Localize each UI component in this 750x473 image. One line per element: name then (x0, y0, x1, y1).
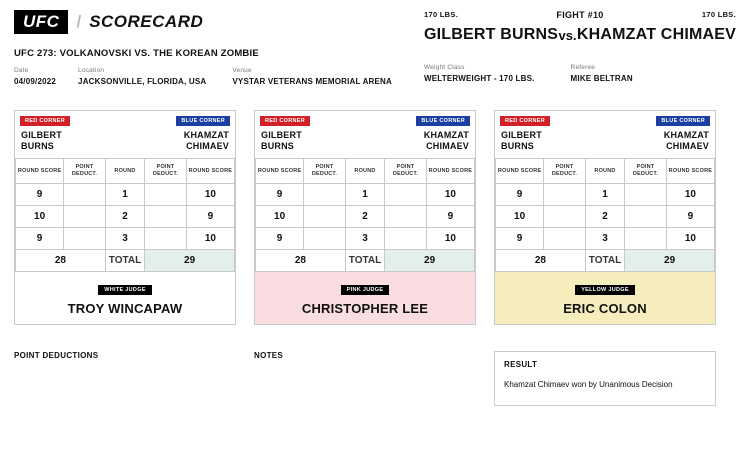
result-text: Khamzat Chimaev won by Unanimous Decision (504, 380, 673, 390)
referee-value: MIKE BELTRAN (570, 73, 633, 83)
round-number: 1 (585, 184, 624, 206)
blue-score: 9 (666, 206, 714, 228)
round-number: 1 (105, 184, 144, 206)
header-right (414, 10, 736, 86)
red-deduct (544, 228, 586, 250)
blue-deduct (625, 228, 667, 250)
weight-class-value: WELTERWEIGHT - 170 LBS. (424, 73, 535, 83)
corner-tags (255, 111, 475, 128)
score-table (495, 158, 715, 272)
red-score: 10 (496, 206, 544, 228)
result-box (494, 351, 716, 406)
judge-card (494, 110, 716, 325)
table-row (496, 206, 715, 228)
round-number: 2 (105, 206, 144, 228)
th-red-point-deduct: POINT DEDUCT. (64, 159, 106, 184)
red-score: 10 (256, 206, 304, 228)
th-round: ROUND (105, 159, 144, 184)
judge-name: TROY WINCAPAW (67, 301, 183, 317)
red-score: 9 (16, 228, 64, 250)
red-deduct (544, 206, 586, 228)
event-title: UFC 273: VOLKANOVSKI VS. THE KOREAN ZOMBIE (14, 47, 259, 59)
meta-date-value: 04/09/2022 (14, 76, 57, 86)
meta-venue (232, 67, 392, 86)
card-fighter-names (15, 128, 235, 159)
card-fighter-names (255, 128, 475, 159)
table-total-row (496, 250, 715, 272)
round-number: 3 (585, 228, 624, 250)
referee (571, 64, 633, 83)
blue-corner-tag: BLUE CORNER (176, 116, 230, 126)
score-table-header (16, 159, 235, 184)
red-corner-tag: RED CORNER (260, 116, 310, 126)
table-row (256, 184, 475, 206)
th-blue-round-score: ROUND SCORE (666, 159, 714, 184)
card-fighter-names (495, 128, 715, 159)
card-blue-first: KHAMZAT (423, 129, 469, 140)
table-row (256, 228, 475, 250)
th-round: ROUND (585, 159, 624, 184)
judge-card (254, 110, 476, 325)
th-blue-point-deduct: POINT DEDUCT. (385, 159, 427, 184)
page-header (0, 0, 750, 86)
table-total-row (16, 250, 235, 272)
round-number: 3 (105, 228, 144, 250)
corner-tags (495, 111, 715, 128)
blue-deduct (385, 228, 427, 250)
fighters-row (424, 26, 736, 44)
blue-weight-label: 170 LBS. (701, 10, 736, 19)
judge-band (15, 272, 235, 324)
result-section (494, 351, 716, 406)
th-red-round-score: ROUND SCORE (16, 159, 64, 184)
referee-label: Referee (570, 63, 596, 71)
blue-deduct (145, 228, 187, 250)
th-blue-round-score: ROUND SCORE (186, 159, 234, 184)
red-deduct (544, 184, 586, 206)
blue-corner-tag: BLUE CORNER (656, 116, 710, 126)
red-corner-tag: RED CORNER (500, 116, 550, 126)
score-table-header (256, 159, 475, 184)
blue-score: 10 (426, 228, 474, 250)
card-red-fighter (261, 130, 302, 153)
blue-total: 29 (385, 250, 475, 272)
meta-location-value: JACKSONVILLE, FLORIDA, USA (78, 76, 207, 86)
score-table (15, 158, 235, 272)
weight-class-label: Weight Class (424, 63, 465, 71)
red-score: 9 (256, 228, 304, 250)
red-deduct (64, 184, 106, 206)
card-red-first: GILBERT (261, 129, 302, 140)
card-blue-fighter (184, 130, 229, 153)
fight-details (424, 64, 736, 83)
page-footer (0, 351, 750, 406)
notes-title: NOTES (254, 351, 284, 361)
table-row (16, 228, 235, 250)
score-table-header (496, 159, 715, 184)
th-blue-point-deduct: POINT DEDUCT. (145, 159, 187, 184)
brand-separator: / (76, 11, 82, 31)
table-row (256, 206, 475, 228)
blue-corner-tag: BLUE CORNER (416, 116, 470, 126)
red-score: 9 (496, 228, 544, 250)
red-fighter-name: GILBERT BURNS (424, 26, 559, 43)
round-number: 2 (585, 206, 624, 228)
meta-venue-label: Venue (232, 66, 252, 74)
judge-name: ERIC COLON (563, 301, 647, 317)
point-deductions-section (14, 351, 236, 406)
blue-deduct (145, 184, 187, 206)
red-score: 10 (16, 206, 64, 228)
judge-band (255, 272, 475, 324)
blue-deduct (625, 206, 667, 228)
judge-tag: YELLOW JUDGE (575, 285, 635, 295)
red-total: 28 (256, 250, 346, 272)
blue-deduct (385, 206, 427, 228)
blue-total: 29 (145, 250, 235, 272)
card-blue-last: CHIMAEV (666, 141, 709, 152)
card-red-last: BURNS (261, 141, 295, 152)
versus-label: vs. (558, 28, 577, 43)
red-deduct (304, 228, 346, 250)
judge-card (14, 110, 236, 325)
card-blue-fighter (664, 130, 709, 153)
total-label: TOTAL (105, 250, 144, 272)
red-deduct (304, 206, 346, 228)
result-label: RESULT (504, 360, 538, 370)
card-red-fighter (21, 130, 62, 153)
corner-tags (15, 111, 235, 128)
blue-score: 10 (426, 184, 474, 206)
total-label: TOTAL (585, 250, 624, 272)
point-deductions-title: POINT DEDUCTIONS (14, 351, 99, 361)
th-red-round-score: ROUND SCORE (496, 159, 544, 184)
meta-location (78, 67, 206, 86)
blue-score: 9 (426, 206, 474, 228)
red-deduct (64, 228, 106, 250)
blue-score: 10 (186, 184, 234, 206)
blue-fighter-name: KHAMZAT CHIMAEV (576, 26, 736, 43)
th-blue-round-score: ROUND SCORE (426, 159, 474, 184)
table-total-row (256, 250, 475, 272)
card-blue-first: KHAMZAT (663, 129, 709, 140)
judge-tag: WHITE JUDGE (98, 285, 152, 295)
th-blue-point-deduct: POINT DEDUCT. (625, 159, 667, 184)
total-label: TOTAL (345, 250, 384, 272)
blue-deduct (625, 184, 667, 206)
blue-score: 10 (186, 228, 234, 250)
blue-deduct (385, 184, 427, 206)
blue-deduct (145, 206, 187, 228)
round-number: 3 (345, 228, 384, 250)
event-meta (14, 67, 414, 86)
brand (14, 10, 414, 34)
red-score: 9 (496, 184, 544, 206)
table-row (16, 184, 235, 206)
judge-tag: PINK JUDGE (341, 285, 390, 295)
card-red-last: BURNS (21, 141, 55, 152)
th-red-point-deduct: POINT DEDUCT. (544, 159, 586, 184)
notes-section (254, 351, 476, 406)
card-red-fighter (501, 130, 542, 153)
meta-location-label: Location (78, 66, 105, 74)
table-row (16, 206, 235, 228)
card-blue-last: CHIMAEV (186, 141, 229, 152)
fight-number: FIGHT #10 (556, 10, 604, 20)
red-deduct (64, 206, 106, 228)
meta-date (14, 67, 56, 86)
card-blue-first: KHAMZAT (183, 129, 229, 140)
card-red-first: GILBERT (501, 129, 542, 140)
blue-score: 9 (186, 206, 234, 228)
judge-cards (0, 110, 750, 325)
red-score: 9 (16, 184, 64, 206)
blue-score: 10 (666, 184, 714, 206)
red-weight-label: 170 LBS. (424, 10, 459, 19)
red-score: 9 (256, 184, 304, 206)
round-number: 1 (345, 184, 384, 206)
scorecard-title: SCORECARD (89, 11, 204, 31)
table-row (496, 228, 715, 250)
card-red-first: GILBERT (21, 129, 62, 140)
red-total: 28 (16, 250, 106, 272)
judge-band (495, 272, 715, 324)
header-left (14, 10, 414, 86)
th-red-point-deduct: POINT DEDUCT. (304, 159, 346, 184)
card-blue-fighter (424, 130, 469, 153)
card-red-last: BURNS (501, 141, 535, 152)
judge-name: CHRISTOPHER LEE (301, 301, 429, 317)
red-corner-tag: RED CORNER (20, 116, 70, 126)
red-total: 28 (496, 250, 586, 272)
blue-total: 29 (625, 250, 715, 272)
meta-venue-value: VYSTAR VETERANS MEMORIAL ARENA (232, 76, 393, 86)
red-deduct (304, 184, 346, 206)
blue-score: 10 (666, 228, 714, 250)
th-red-round-score: ROUND SCORE (256, 159, 304, 184)
th-round: ROUND (345, 159, 384, 184)
ufc-logo: UFC (14, 10, 68, 34)
card-blue-last: CHIMAEV (426, 141, 469, 152)
round-number: 2 (345, 206, 384, 228)
weight-class (424, 64, 535, 83)
score-table (255, 158, 475, 272)
fight-top-row (424, 10, 736, 20)
table-row (496, 184, 715, 206)
meta-date-label: Date (14, 66, 29, 74)
